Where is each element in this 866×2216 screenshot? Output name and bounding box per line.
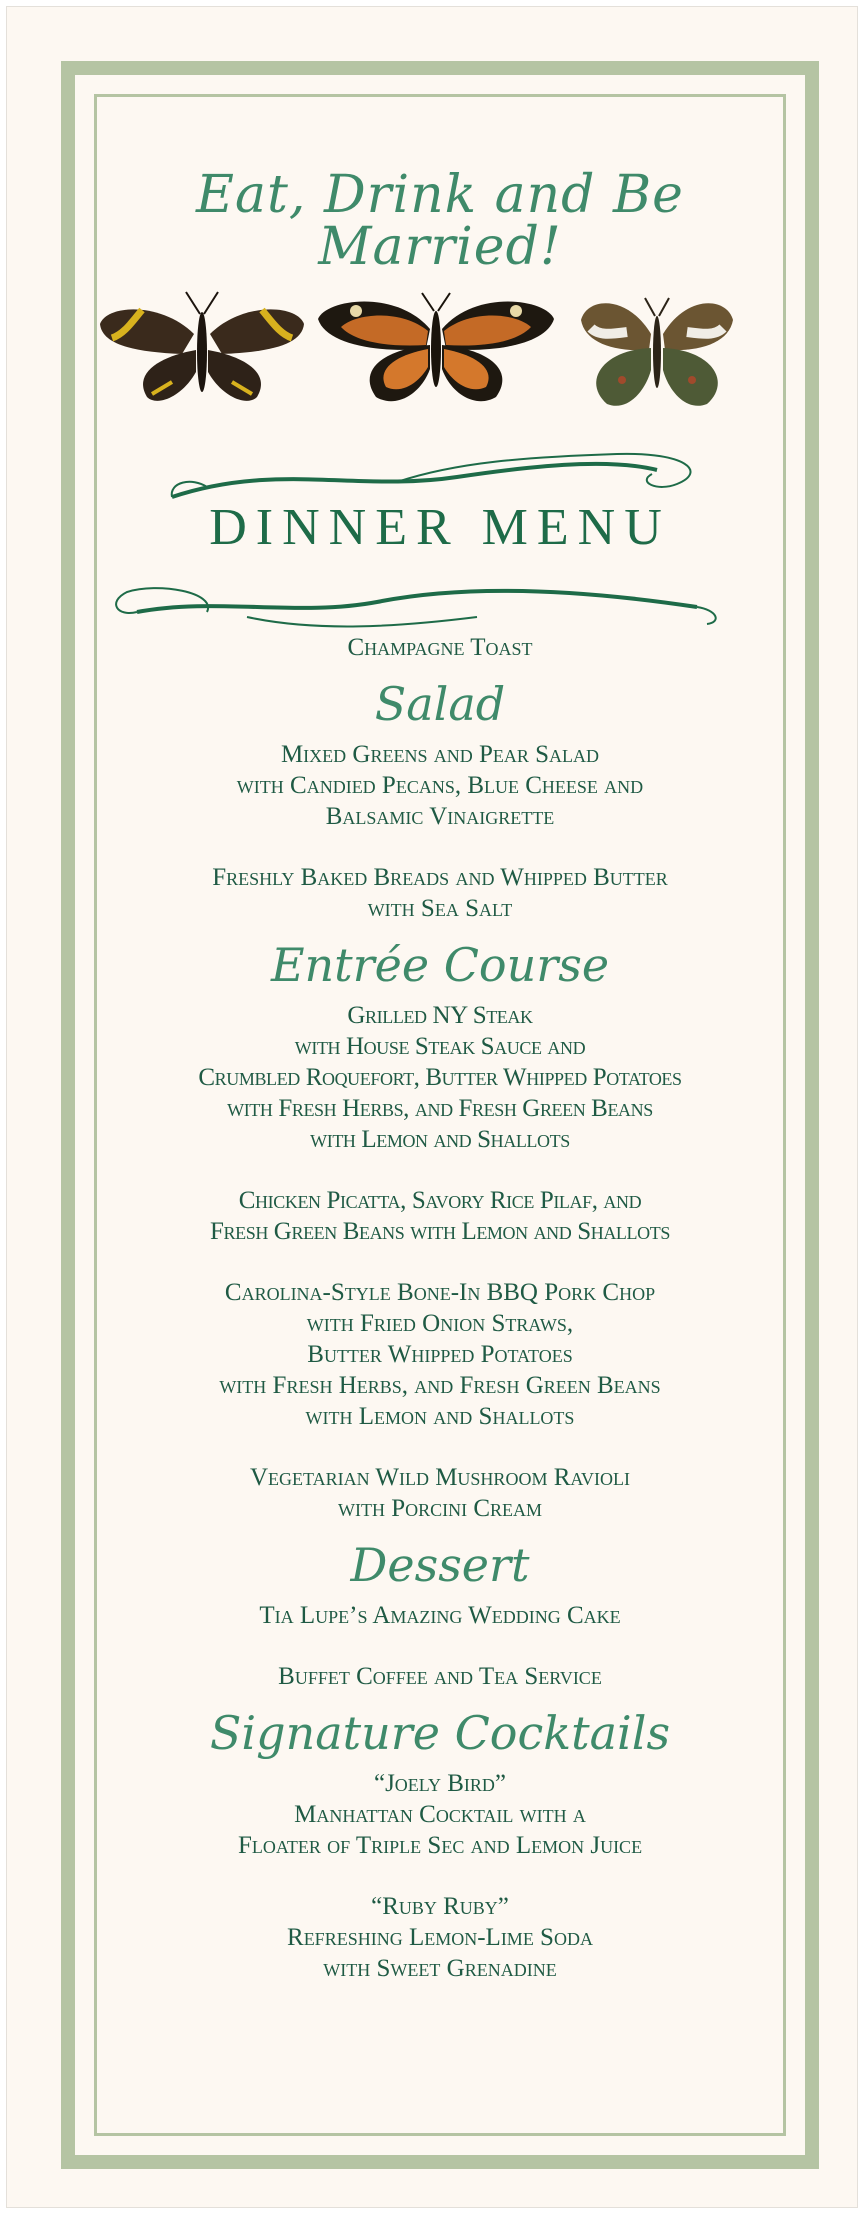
item-line: Chicken Picatta, Savory Rice Pilaf, and (238, 1187, 642, 1214)
item-line: with Sweet Grenadine (323, 1955, 557, 1982)
item-line: Freshly Baked Breads and Whipped Butter (212, 864, 668, 891)
tagline: Eat, Drink and Be Married! (196, 165, 684, 277)
item-line: Fresh Green Beans with Lemon and Shallots (210, 1218, 670, 1245)
item-line: with Porcini Cream (337, 1495, 543, 1522)
item-line: Champagne Toast (347, 634, 533, 661)
menu-item-cake (97, 1600, 783, 1631)
title-block (97, 452, 783, 632)
item-line: Crumbled Roquefort, Butter Whipped Potatoes (198, 1064, 682, 1091)
item-line: Mixed Greens and Pear Salad (280, 741, 600, 768)
menu-item-ruby-ruby (97, 1891, 783, 1984)
item-line: Vegetarian Wild Mushroom Ravioli (249, 1464, 631, 1491)
butterfly-row (97, 267, 783, 417)
menu-item-steak (97, 1000, 783, 1155)
item-line: Manhattan Cocktail with a (294, 1801, 586, 1828)
item-line: with Lemon and Shallots (310, 1126, 570, 1153)
menu-item-breads (97, 862, 783, 924)
item-line: with Lemon and Shallots (305, 1403, 575, 1430)
menu-item-ravioli (97, 1462, 783, 1524)
section-heading-entree: Entrée Course (270, 938, 610, 992)
item-line: with Sea Salt (367, 895, 513, 922)
item-line: “Joely Bird” (373, 1770, 507, 1797)
orange-butterfly-icon (318, 293, 554, 401)
menu-item-pork-chop (97, 1277, 783, 1432)
menu-list (97, 632, 783, 1984)
item-line: Carolina-Style Bone-In BBQ Pork Chop (224, 1279, 656, 1306)
item-line: Refreshing Lemon-Lime Soda (287, 1924, 593, 1951)
item-line: “Ruby Ruby” (371, 1893, 509, 1920)
menu-title: DINNER MENU (209, 499, 671, 556)
item-line: with Fresh Herbs, and Fresh Green Beans (227, 1095, 653, 1122)
item-line: Floater of Triple Sec and Lemon Juice (237, 1832, 643, 1859)
item-line: with Candied Pecans, Blue Cheese and (236, 772, 644, 799)
item-line: with Fresh Herbs, and Fresh Green Beans (219, 1372, 661, 1399)
bottom-swash-flourish (97, 562, 783, 632)
menu-item-joely-bird (97, 1768, 783, 1861)
item-line: Tia Lupe’s Amazing Wedding Cake (259, 1602, 621, 1629)
menu-content (97, 97, 783, 2133)
menu-item-champagne (97, 632, 783, 663)
item-line: with House Steak Sauce and (294, 1033, 586, 1060)
item-line: with Fried Onion Straws, (306, 1310, 574, 1337)
section-heading-dessert: Dessert (350, 1538, 530, 1592)
menu-card (6, 6, 858, 2208)
menu-item-chicken (97, 1185, 783, 1247)
section-heading-salad: Salad (374, 677, 506, 731)
menu-item-salad (97, 739, 783, 832)
swallowtail-butterfly-icon (100, 292, 304, 401)
item-line: Grilled NY Steak (347, 1002, 533, 1029)
section-heading-cocktails: Signature Cocktails (209, 1706, 671, 1760)
item-line: Butter Whipped Potatoes (307, 1341, 573, 1368)
olive-butterfly-icon (581, 298, 733, 406)
menu-item-coffee (97, 1661, 783, 1692)
item-line: Buffet Coffee and Tea Service (278, 1663, 602, 1690)
item-line: Balsamic Vinaigrette (325, 803, 555, 830)
